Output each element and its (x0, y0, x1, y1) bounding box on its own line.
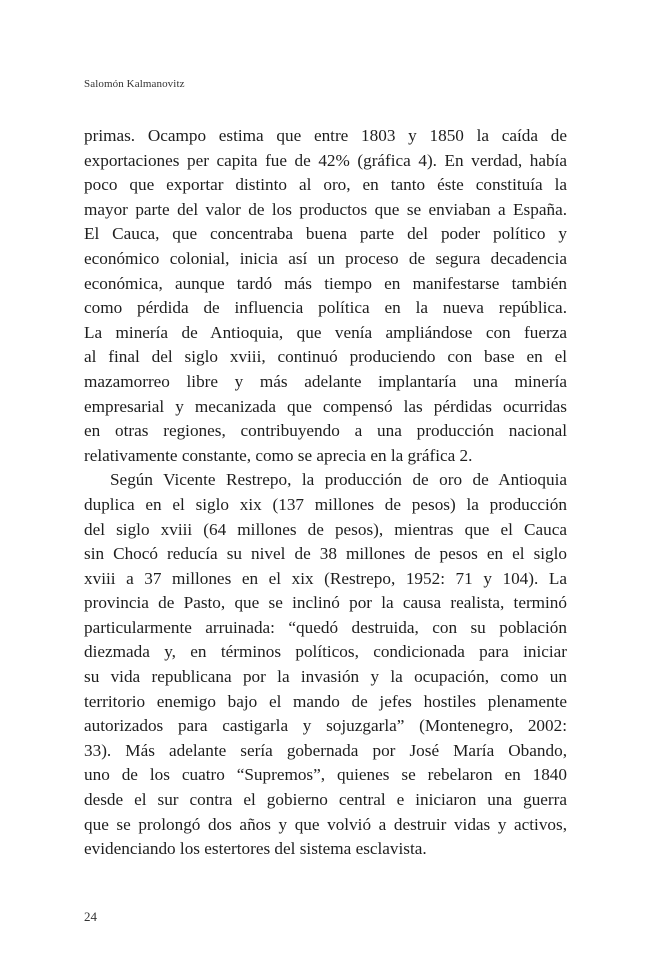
text-line: desde el sur contra el gobierno central e iniciaron una guerra (84, 790, 567, 810)
text-line: mayor parte del valor de los productos que se enviaban a España. (84, 199, 567, 219)
text-line: El Cauca, que concentraba buena parte del poder político y (84, 224, 567, 244)
text-line: económica, aunque tardó más tiempo en manifestarse también (84, 273, 567, 293)
text-line: 33). Más adelante sería gobernada por José María Obando, (84, 740, 567, 760)
text-line: provincia de Pasto, que se inclinó por la causa realista, terminó (84, 593, 567, 613)
text-line: La minería de Antioquia, que venía ampliándose con fuerza (84, 322, 567, 342)
text-line: que se prolongó dos años y que volvió a destruir vidas y activos, (84, 814, 567, 834)
paragraph-1 (84, 124, 567, 468)
paragraph-2 (84, 468, 567, 862)
text-line: primas. Ocampo estima que entre 1803 y 1850 la caída de (84, 126, 567, 145)
text-line: como pérdida de influencia política en la nueva república. (84, 298, 567, 318)
text-line: exportaciones per capita fue de 42% (gráfica 4). En verdad, había (84, 150, 567, 170)
text-line: territorio enemigo bajo el mando de jefes hostiles plenamente (84, 691, 567, 711)
text-line: evidenciando los estertores del sistema esclavista. (84, 839, 427, 859)
text-line: poco que exportar distinto al oro, en tanto éste constituía la (84, 175, 567, 195)
text-line: empresarial y mecanizada que compensó las pérdidas ocurridas (84, 396, 567, 416)
text-line: mazamorreo libre y más adelante implantaría una minería (84, 371, 567, 391)
text-line: diezmada y, en términos políticos, condicionada para iniciar (84, 642, 567, 662)
text-line: Según Vicente Restrepo, la producción de oro de Antioquia (110, 470, 567, 490)
text-line: xviii a 37 millones en el xix (Restrepo, 1952: 71 y 104). La (84, 568, 567, 588)
text-line: particularmente arruinada: “quedó destruida, con su población (84, 617, 567, 637)
page-number: 24 (84, 909, 97, 924)
text-line: duplica en el siglo xix (137 millones de pesos) la producción (84, 494, 567, 514)
text-line: sin Chocó reducía su nivel de 38 millones de pesos en el siglo (84, 544, 567, 564)
text-line: autorizados para castigarla y sojuzgarla” (Montenegro, 2002: (84, 716, 567, 736)
text-line: económico colonial, inicia así un proceso de segura decadencia (84, 248, 567, 268)
text-line: uno de los cuatro “Supremos”, quienes se rebelaron en 1840 (84, 765, 567, 785)
text-line: al final del siglo xviii, continuó produciendo con base en el (84, 347, 567, 367)
running-head: Salomón Kalmanovitz (84, 78, 185, 90)
text-line: relativamente constante, como se aprecia en la gráfica 2. (84, 445, 473, 465)
text-line: del siglo xviii (64 millones de pesos), mientras que el Cauca (84, 519, 567, 539)
text-line: su vida republicana por la invasión y la ocupación, como un (84, 667, 567, 687)
body-text (84, 124, 567, 862)
text-line: en otras regiones, contribuyendo a una producción nacional (84, 421, 567, 441)
